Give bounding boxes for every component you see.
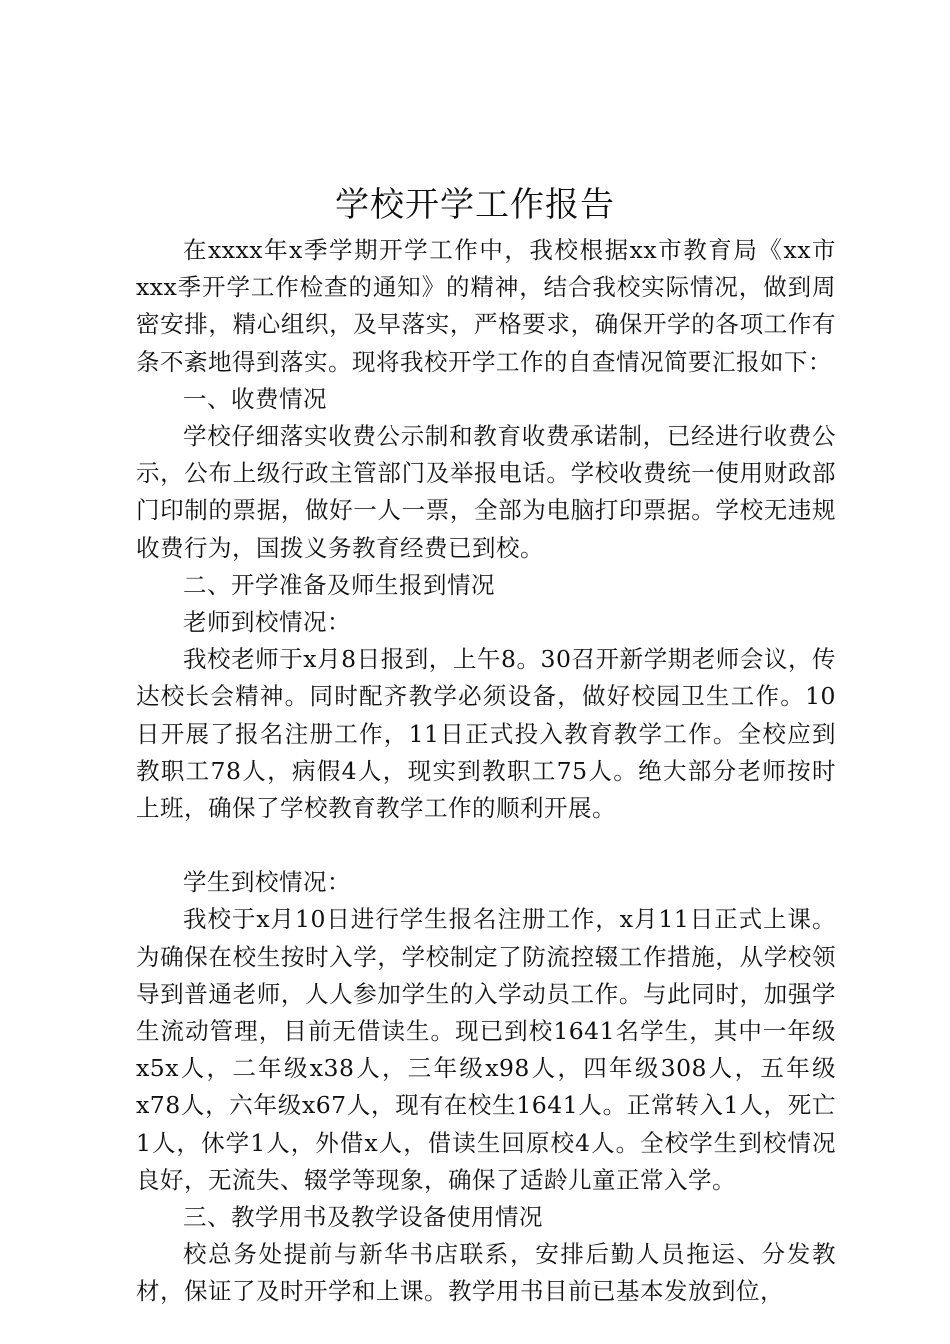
teachers-paragraph: 我校老师于x月8日报到，上午8。30召开新学期老师会议，传达校长会精神。同时配齐教学必须设备，做好校园卫生工作。10日开展了报名注册工作，11日正式投入教育教学工作。全校应到教职工78人，病假4人，现实到教职工75人。绝大部分老师按时上班，确保了学校教育教学工作的顺利开展。: [136, 645, 836, 823]
paragraph-spacer: [136, 827, 836, 864]
section-heading-textbooks: 三、教学用书及教学设备使用情况: [183, 1203, 543, 1232]
subheading-teachers: 老师到校情况：: [183, 608, 351, 637]
document-body: [136, 232, 836, 1311]
section-heading-fees: 一、收费情况: [183, 384, 327, 413]
section-heading-preparation: 二、开学准备及师生报到情况: [183, 570, 495, 599]
textbooks-paragraph: 校总务处提前与新华书店联系，安排后勤人员拖运、分发教材，保证了及时开学和上课。教学用书目前已基本发放到位，: [136, 1240, 836, 1306]
students-paragraph: 我校于x月10日进行学生报名注册工作，x月11日正式上课。为确保在校生按时入学，学校制定了防流控辍工作措施，从学校领导到普通老师，人人参加学生的入学动员工作。与此同时，加强学生流动管理，目前无借读生。现已到校1641名学生，其中一年级x5x人，二年级x38人，三年级x98人，四年级308人，五年级x78人，六年级x67人，现有在校生1641人。正常转入1人，死亡1人，休学1人，外借x人，借读生回原校4人。全校学生到校情况良好，无流失、辍学等现象，确保了适龄儿童正常入学。: [136, 905, 836, 1194]
fees-paragraph: 学校仔细落实收费公示制和教育收费承诺制，已经进行收费公示，公布上级行政主管部门及举报电话。学校收费统一使用财政部门印制的票据，做好一人一票，全部为电脑打印票据。学校无违规收费行为，国拨义务教育经费已到校。: [136, 422, 836, 562]
document-title: 学校开学工作报告: [335, 185, 615, 225]
subheading-students: 学生到校情况：: [183, 868, 351, 897]
intro-paragraph: 在xxxx年x季学期开学工作中，我校根据xx市教育局《xx市xxx季开学工作检查的通知》的精神，结合我校实际情况，做到周密安排，精心组织，及早落实，严格要求，确保开学的各项工作有条不紊地得到落实。现将我校开学工作的自查情况简要汇报如下：: [136, 236, 836, 376]
